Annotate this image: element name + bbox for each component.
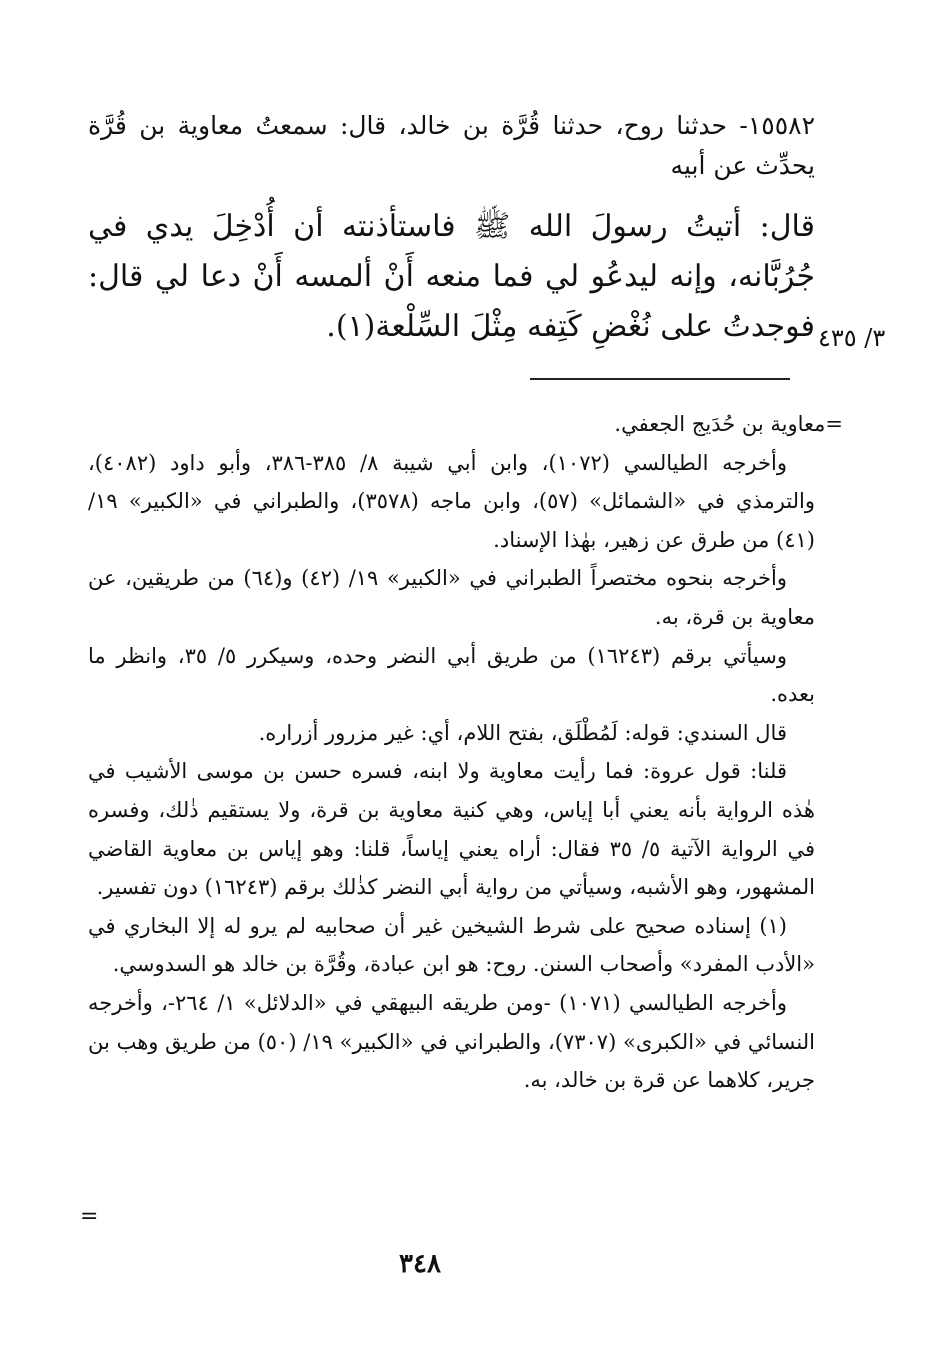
continuation-mark: = bbox=[80, 1204, 99, 1229]
margin-volume-reference: ٣/ ٤٣٥ bbox=[818, 324, 886, 352]
footnote-paragraph: قال السندي: قوله: لَمُطْلَق، بفتح اللام، أي: غير مزرور أزراره. bbox=[258, 720, 787, 745]
footnote-paragraph: وسيأتي برقم (١٦٢٤٣) من طريق أبي النضر وحده، وسيكرر ٥/ ٣٥، وانظر ما بعده. bbox=[88, 643, 815, 707]
hadith-isnad: ١٥٥٨٢- حدثنا روح، حدثنا قُرَّة بن خالد، قال: سمعتُ معاوية بن قُرَّة يحدِّث عن أبيه bbox=[88, 111, 815, 180]
footnote-separator bbox=[530, 378, 790, 380]
footnote-paragraph: وأخرجه الطيالسي (١٠٧٢)، وابن أبي شيبة ٨/ ٣٨٥-٣٨٦، وأبو داود (٤٠٨٢)، والترمذي في «الشمائل» (٥٧)، وابن ماجه (٣٥٧٨)، والطبراني في «الكبير» ١٩/ (٤١) من طرق عن زهير، بهٰذا الإسناد. bbox=[88, 450, 816, 552]
hadith-matn: قال: أتيتُ رسولَ الله ﷺ فاستأذنته أن أُدْخِلَ يدي في جُرُبَّانه، وإنه ليدعُو لي فما منعه أَنْ ألمسه أَنْ دعا لي قال: فوجدتُ على نُغْضِ كَتِفه مِثْلَ السِّلْعة(١). bbox=[88, 209, 815, 344]
footnotes bbox=[88, 405, 843, 1100]
footnote-continuation: =معاوية بن حُدَيج الجعفي. bbox=[614, 412, 843, 436]
page-number: ٣٤٨ bbox=[399, 1249, 441, 1279]
footnote-paragraph: وأخرجه الطيالسي (١٠٧١) -ومن طريقه البيهقي في «الدلائل» ١/ ٢٦٤-، وأخرجه النسائي في «الكبرى» (٧٣٠٧)، والطبراني في «الكبير» ١٩/ (٥٠) من طريق وهب بن جرير، كلاهما عن قرة بن خالد، به. bbox=[88, 990, 815, 1093]
footnote-1: (١) إسناده صحيح على شرط الشيخين غير أن صحابيه لم يرو له إلا البخاري في «الأدب المفرد» وأصحاب السنن. روح: هو ابن عبادة، وقُرَّة بن خالد هو السدوسي. bbox=[88, 913, 815, 977]
footnote-paragraph: قلنا: قول عروة: فما رأيت معاوية ولا ابنه، فسره حسن بن موسى الأشيب في هٰذه الرواية بأنه يعني أبا إياس، وهي كنية معاوية بن قرة، ولا يستقيم ذٰلك، وفسره في الرواية الآتية ٥/ ٣٥ فقال: أراه يعني إياساً، قلنا: وهو إياس بن معاوية القاضي المشهور، وهو الأشبه، وسيأتي من رواية أبي النضر كذٰلك برقم (١٦٢٤٣) دون تفسير. bbox=[88, 759, 815, 900]
footnote-paragraph: وأخرجه بنحوه مختصراً الطبراني في «الكبير» ١٩/ (٤٢) و(٦٤) من طريقين، عن معاوية بن قرة، به. bbox=[88, 566, 815, 629]
